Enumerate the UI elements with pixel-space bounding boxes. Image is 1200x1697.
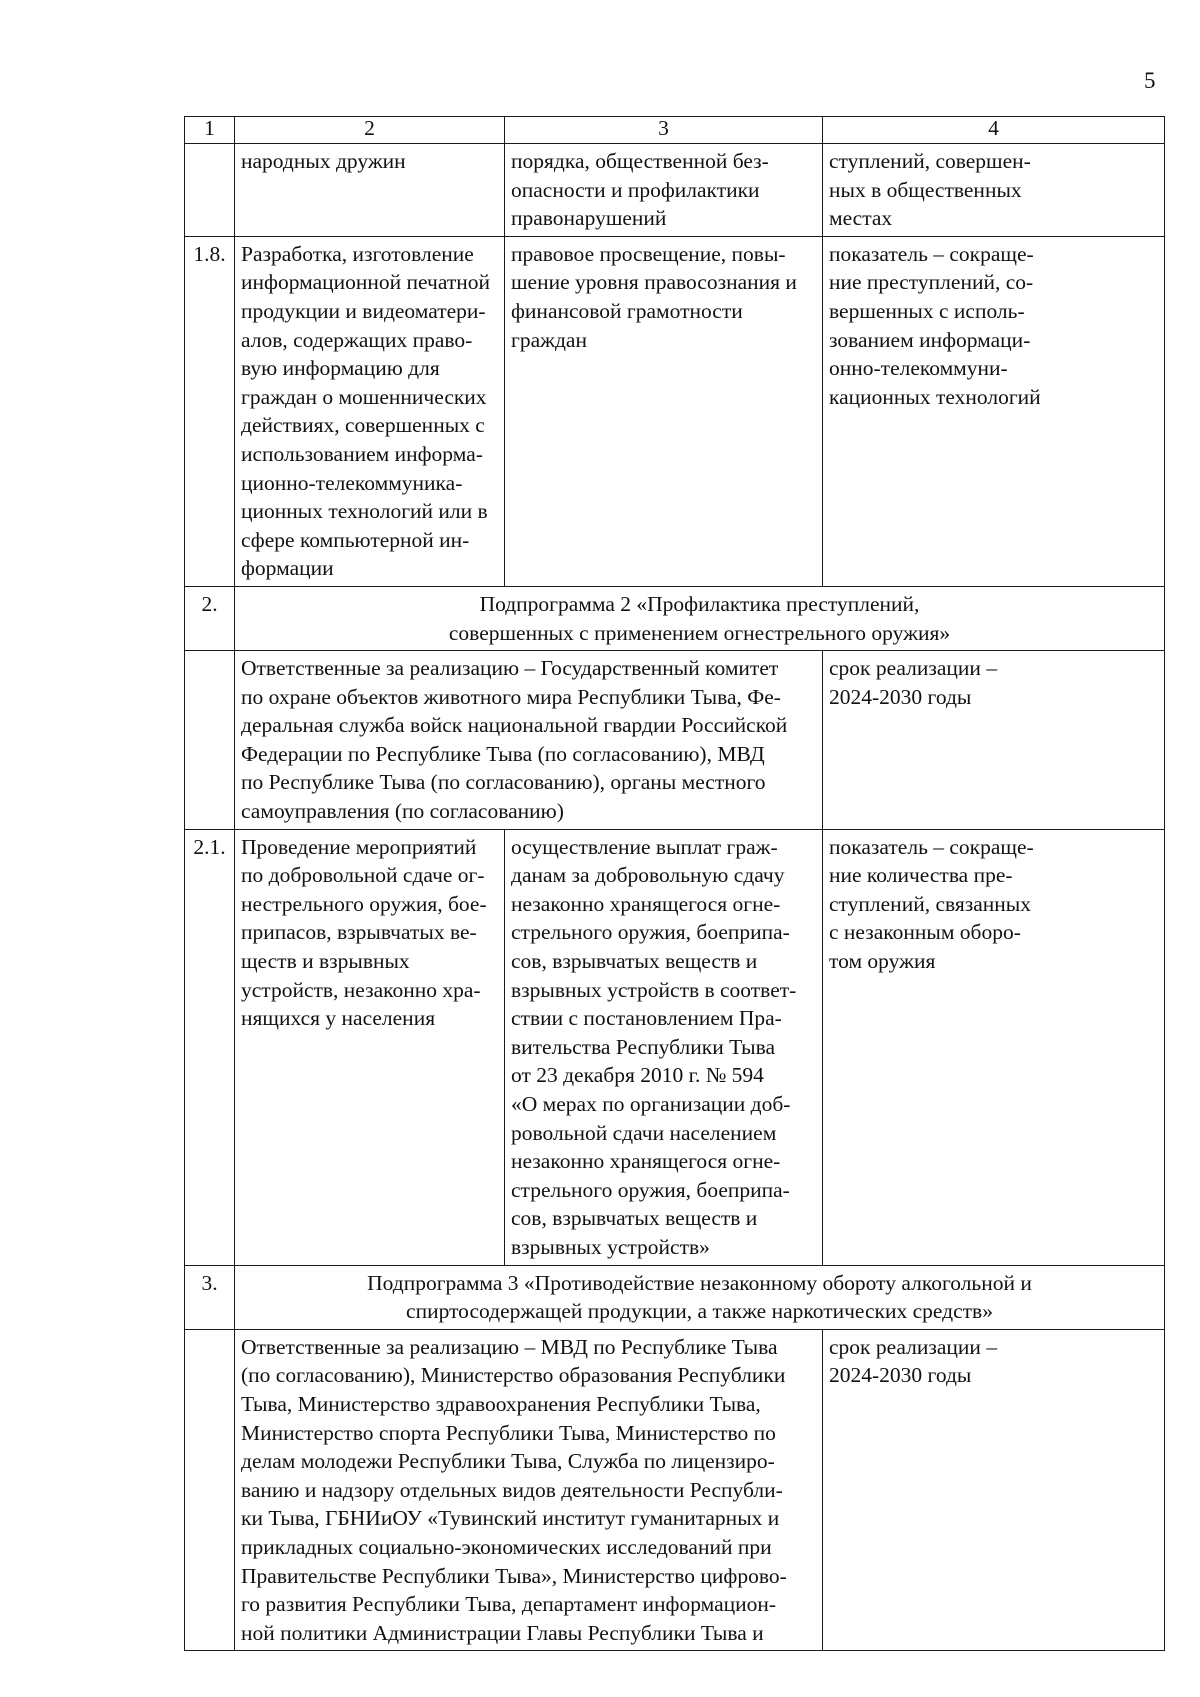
- subprogram-title: [235, 1265, 1165, 1329]
- activity-indicator: [823, 236, 1165, 586]
- text-line: сов, взрывчатых веществ и: [511, 1206, 758, 1231]
- activity-name: [235, 236, 505, 586]
- text-line: ществ и взрывных: [241, 949, 410, 974]
- text-line: ционных технологий или в: [241, 499, 488, 524]
- text-line: онно-телекоммуни-: [829, 356, 1008, 381]
- text-line: вершенных с исполь-: [829, 298, 1025, 323]
- column-header: 3: [505, 117, 823, 144]
- text-line: срок реализации –: [829, 1334, 998, 1359]
- row-number: 2.1.: [185, 829, 235, 1265]
- text-line: го развития Республики Тыва, департамент информацион-: [241, 1592, 777, 1617]
- text-line: взрывных устройств»: [511, 1234, 710, 1259]
- text-line: зованием информаци-: [829, 327, 1031, 352]
- text-line: (по согласованию), Министерство образования Республики: [241, 1363, 786, 1388]
- table-row: [185, 586, 1165, 650]
- text-line: граждан: [511, 327, 587, 352]
- text-line: 2024-2030 годы: [829, 1363, 972, 1388]
- text-line: показатель – сокраще-: [829, 241, 1034, 266]
- column-header: 2: [235, 117, 505, 144]
- activity-content: [505, 829, 823, 1265]
- implementation-term: [823, 1329, 1165, 1651]
- text-line: Федерации по Республике Тыва (по согласованию), МВД: [241, 741, 765, 766]
- page-number: 5: [1144, 68, 1156, 93]
- text-line: граждан о мошеннических: [241, 384, 487, 409]
- column-header: 4: [823, 117, 1165, 144]
- row-number: 3.: [185, 1265, 235, 1329]
- text-line: информационной печатной: [241, 270, 490, 295]
- text-line: показатель – сокраще-: [829, 834, 1034, 859]
- activity-indicator: [823, 144, 1165, 237]
- table-row: [185, 651, 1165, 830]
- table-row: [185, 829, 1165, 1265]
- row-number: 1.8.: [185, 236, 235, 586]
- text-line: шение уровня правосознания и: [511, 270, 797, 295]
- table-row: [185, 236, 1165, 586]
- text-line: прикладных социально-экономических исследований при: [241, 1534, 772, 1559]
- text-line: незаконно хранящегося огне-: [511, 891, 781, 916]
- implementation-term: [823, 651, 1165, 830]
- text-line: сфере компьютерной ин-: [241, 527, 470, 552]
- text-line: вую информацию для: [241, 356, 440, 381]
- text-line: незаконно хранящегося огне-: [511, 1149, 781, 1174]
- text-line: местах: [829, 206, 893, 231]
- subprogram-title: [235, 586, 1165, 650]
- text-line: взрывных устройств в соответ-: [511, 977, 797, 1002]
- text-line: самоуправления (по согласованию): [241, 799, 564, 824]
- text-line: использованием информа-: [241, 441, 483, 466]
- text-line: устройств, незаконно хра-: [241, 977, 481, 1002]
- text-line: Подпрограмма 2 «Профилактика преступлений,: [479, 591, 920, 616]
- text-line: формации: [241, 556, 334, 581]
- activity-name: [235, 144, 505, 237]
- activity-content: [505, 144, 823, 237]
- text-line: от 23 декабря 2010 г. № 594: [511, 1063, 764, 1088]
- text-line: народных дружин: [241, 149, 406, 173]
- text-line: стрельного оружия, боеприпа-: [511, 1177, 790, 1202]
- text-line: Разработка, изготовление: [241, 241, 474, 266]
- text-line: совершенных с применением огнестрельного оружия»: [448, 620, 951, 645]
- row-number: [185, 1329, 235, 1651]
- text-line: стрельного оружия, боеприпа-: [511, 920, 790, 945]
- text-line: осуществление выплат граж-: [511, 834, 778, 859]
- text-line: опасности и профилактики: [511, 177, 760, 202]
- text-line: «О мерах по организации доб-: [511, 1092, 791, 1116]
- text-line: действиях, совершенных с: [241, 413, 485, 438]
- text-line: Ответственные за реализацию – Государственный комитет: [241, 656, 779, 681]
- text-line: 2024-2030 годы: [829, 684, 972, 709]
- text-line: финансовой грамотности: [511, 298, 743, 323]
- responsible-parties: [235, 651, 823, 830]
- text-line: правонарушений: [511, 206, 667, 231]
- text-line: Ответственные за реализацию – МВД по Республике Тыва: [241, 1334, 778, 1359]
- text-line: порядка, общественной без-: [511, 149, 769, 173]
- text-line: по Республике Тыва (по согласованию), органы местного: [241, 770, 766, 795]
- text-line: ствии с постановлением Пра-: [511, 1006, 782, 1031]
- text-line: ние количества пре-: [829, 863, 1013, 888]
- text-line: ной политики Администрации Главы Республики Тыва и: [241, 1620, 764, 1645]
- text-line: Проведение мероприятий: [241, 834, 477, 859]
- text-line: с незаконным оборо-: [829, 920, 1021, 945]
- text-line: нестрельного оружия, бое-: [241, 891, 487, 916]
- table-row: [185, 144, 1165, 237]
- text-line: по добровольной сдаче ог-: [241, 863, 485, 888]
- text-line: делам молодежи Республики Тыва, Служба по лицензиро-: [241, 1449, 775, 1474]
- table-header-row: [185, 117, 1165, 144]
- row-number: [185, 144, 235, 237]
- text-line: Министерство спорта Республики Тыва, Министерство по: [241, 1420, 776, 1445]
- text-line: продукции и видеоматери-: [241, 298, 486, 323]
- row-number: [185, 651, 235, 830]
- text-line: Правительстве Республики Тыва», Министерство цифрово-: [241, 1563, 787, 1588]
- table-row: [185, 1265, 1165, 1329]
- activity-name: [235, 829, 505, 1265]
- text-line: сов, взрывчатых веществ и: [511, 949, 758, 974]
- text-line: ционно-телекоммуника-: [241, 470, 463, 495]
- text-line: ки Тыва, ГБНИиОУ «Тувинский институт гуманитарных и: [241, 1506, 780, 1531]
- text-line: том оружия: [829, 949, 936, 974]
- text-line: спиртосодержащей продукции, а также наркотических средств»: [406, 1299, 993, 1324]
- text-line: Подпрограмма 3 «Противодействие незаконному обороту алкогольной и: [367, 1270, 1032, 1295]
- text-line: ванию и надзору отдельных видов деятельности Республи-: [241, 1477, 783, 1502]
- text-line: нящихся у населения: [241, 1006, 436, 1031]
- text-line: правовое просвещение, повы-: [511, 241, 786, 266]
- activity-indicator: [823, 829, 1165, 1265]
- program-table: [184, 116, 1165, 1651]
- text-line: ступлений, связанных: [829, 891, 1031, 916]
- text-line: ние преступлений, со-: [829, 270, 1034, 295]
- text-line: Тыва, Министерство здравоохранения Республики Тыва,: [241, 1391, 761, 1416]
- text-line: ступлений, совершен-: [829, 149, 1031, 173]
- row-number: 2.: [185, 586, 235, 650]
- text-line: ных в общественных: [829, 177, 1022, 202]
- table-row: [185, 1329, 1165, 1651]
- text-line: по охране объектов животного мира Республики Тыва, Фе-: [241, 684, 781, 709]
- text-line: срок реализации –: [829, 656, 998, 681]
- column-header: 1: [185, 117, 235, 144]
- text-line: алов, содержащих право-: [241, 327, 473, 352]
- text-line: ровольной сдачи населением: [511, 1120, 777, 1145]
- responsible-parties: [235, 1329, 823, 1651]
- activity-content: [505, 236, 823, 586]
- text-line: вительства Республики Тыва: [511, 1034, 776, 1059]
- text-line: данам за добровольную сдачу: [511, 863, 785, 888]
- text-line: припасов, взрывчатых ве-: [241, 920, 477, 945]
- text-line: деральная служба войск национальной гвардии Российской: [241, 713, 788, 738]
- text-line: кационных технологий: [829, 384, 1041, 409]
